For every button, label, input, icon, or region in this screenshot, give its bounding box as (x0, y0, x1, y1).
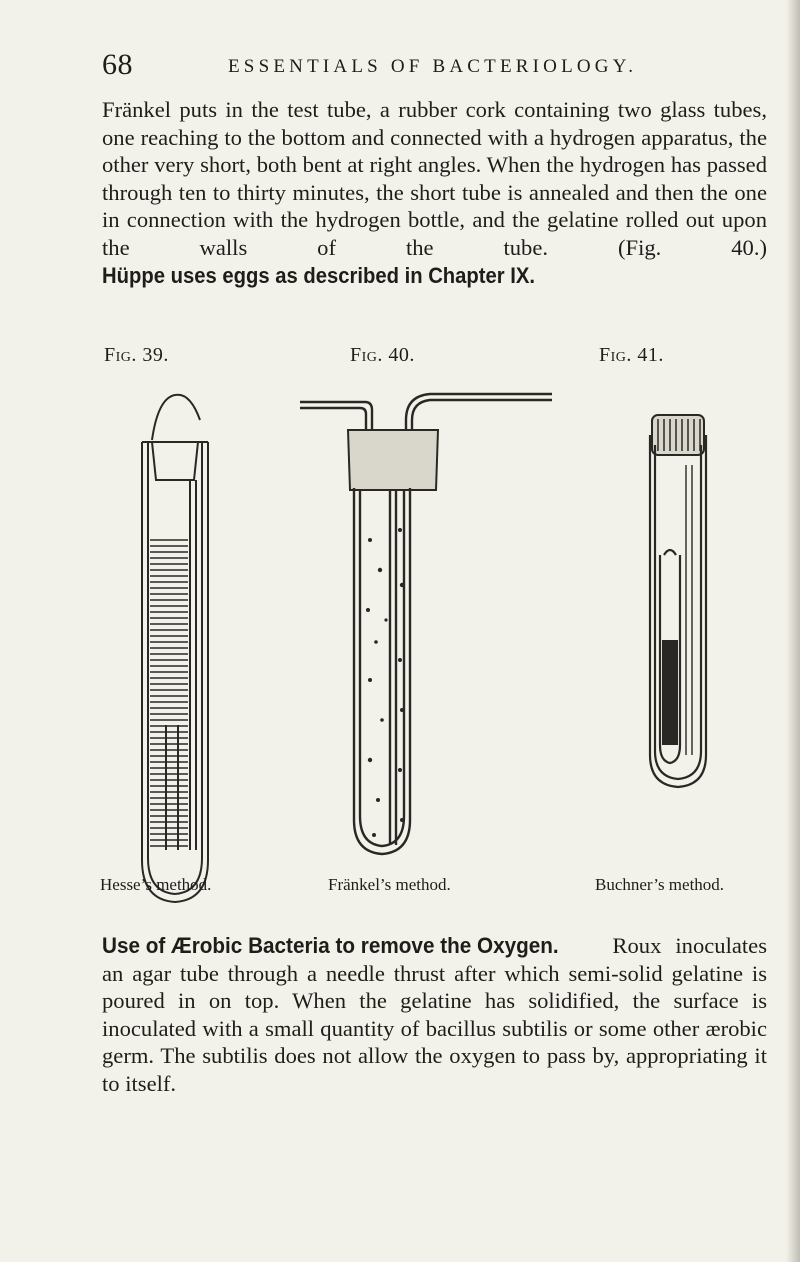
buchner-tube-illustration (640, 405, 720, 795)
fig-39-label: Fig. 39. (104, 344, 169, 366)
fig-41-caption: Buchner’s method. (595, 875, 725, 894)
running-head: ESSENTIALS OF BACTERIOLOGY. (228, 56, 638, 77)
fig-40-caption: Fränkel’s method. (328, 875, 451, 894)
fig-41-label: Fig. 41. (599, 344, 664, 366)
page-number: 68 (102, 48, 133, 81)
paragraph-bold-tail: Hüppe uses eggs as described in Chapter IX. (102, 262, 536, 288)
fig-39-caption: Hesse’s method. (100, 875, 212, 894)
page-edge-shadow (786, 0, 800, 1262)
hesse-tube-illustration (130, 380, 220, 920)
paragraph-body: Roux inoculates an agar tube through a needle thrust after which semi-solid gelatine is poured in on top. When the gelatine has solidified, the surface is inoculated with a small quantity of bacillus subtilis or some other ærobic germ. The subtilis does not allow the oxygen to pass by, appropriating it to itself. (102, 933, 767, 1096)
paragraph-frankel (102, 96, 767, 289)
frankel-tube-illustration (290, 380, 560, 860)
paragraph-heading: Use of Ærobic Bacteria to remove the Oxygen. (102, 933, 559, 958)
paragraph-body: Fränkel puts in the test tube, a rubber cork containing two glass tubes, one reaching to the bottom and connected with a hydrogen apparatus, the other very short, both bent at right angles. When the hydrogen has passed through ten to thirty minutes, the short tube is annealed and then the one in connection with the hydrogen bottle, and the gelatine rolled out upon the walls of the tube. (Fig. 40.) (102, 97, 767, 260)
paragraph-aerobic (102, 932, 767, 1098)
fig-40-label: Fig. 40. (350, 344, 415, 366)
